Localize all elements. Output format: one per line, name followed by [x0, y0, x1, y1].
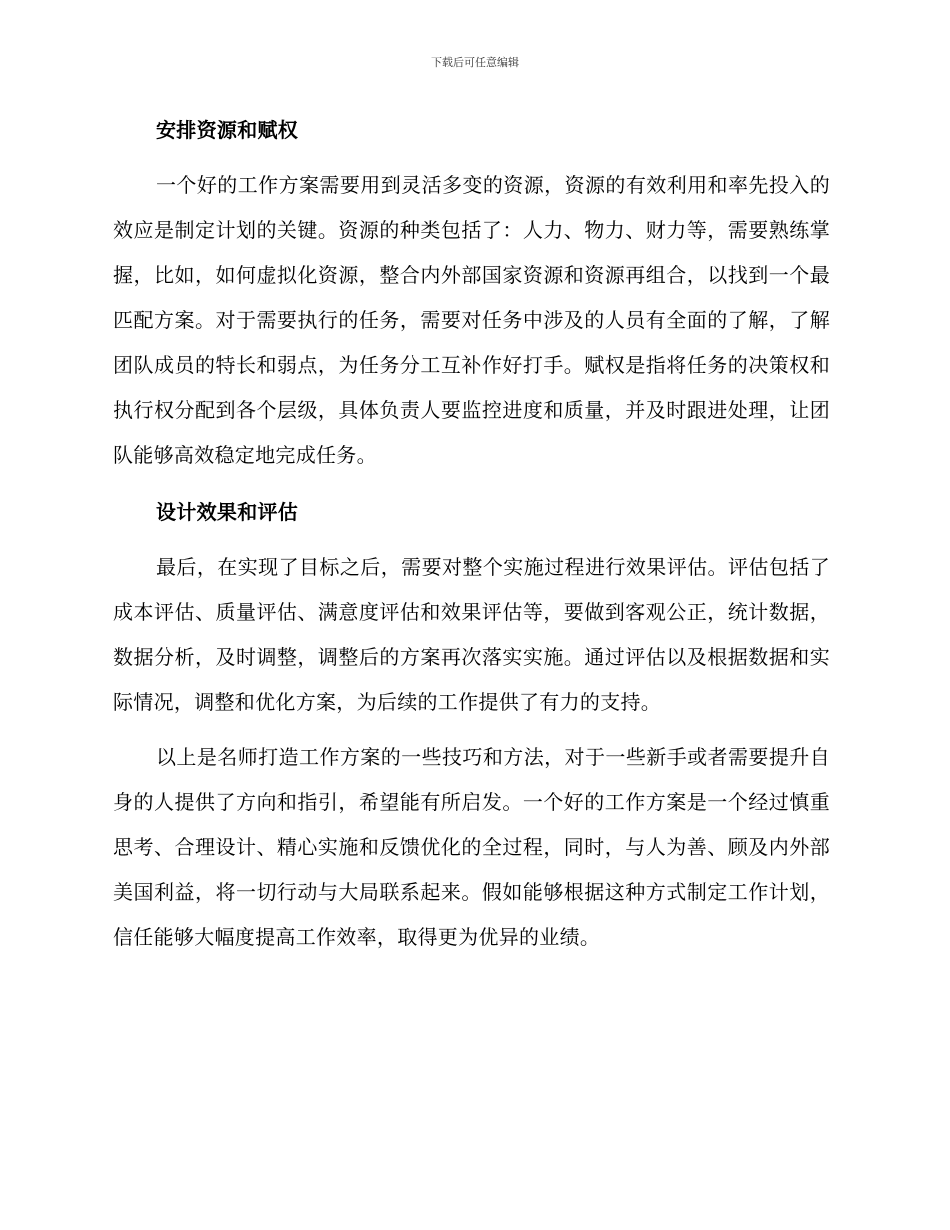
section-heading-evaluation: 设计效果和评估: [156, 500, 299, 524]
document-body: [113, 108, 830, 960]
section-heading-resources: 安排资源和赋权: [156, 118, 299, 142]
page-header: 下载后可任意编辑: [431, 56, 519, 69]
paragraph-evaluation: 最后，在实现了目标之后，需要对整个实施过程进行效果评估。评估包括了成本评估、质量评估、满意度评估和效果评估等，要做到客观公正，统计数据，数据分析，及时调整，调整后的方案再次落实实施。通过评估以及根据数据和实际情况，调整和优化方案，为后续的工作提供了有力的支持。: [113, 555, 830, 714]
paragraph-conclusion: 以上是名师打造工作方案的一些技巧和方法，对于一些新手或者需要提升自身的人提供了方向和指引，希望能有所启发。一个好的工作方案是一个经过慎重思考、合理设计、精心实施和反馈优化的全过程，同时，与人为善、顾及内外部美国利益，将一切行动与大局联系起来。假如能够根据这种方式制定工作计划，信任能够大幅度提高工作效率，取得更为优异的业绩。: [113, 745, 830, 949]
paragraph-resources: 一个好的工作方案需要用到灵活多变的资源，资源的有效利用和率先投入的效应是制定计划的关键。资源的种类包括了：人力、物力、财力等，需要熟练掌握，比如，如何虚拟化资源，整合内外部国家资源和资源再组合，以找到一个最匹配方案。对于需要执行的任务，需要对任务中涉及的人员有全面的了解，了解团队成员的特长和弱点，为任务分工互补作好打手。赋权是指将任务的决策权和执行权分配到各个层级，具体负责人要监控进度和质量，并及时跟进处理，让团队能够高效稳定地完成任务。: [113, 173, 830, 467]
